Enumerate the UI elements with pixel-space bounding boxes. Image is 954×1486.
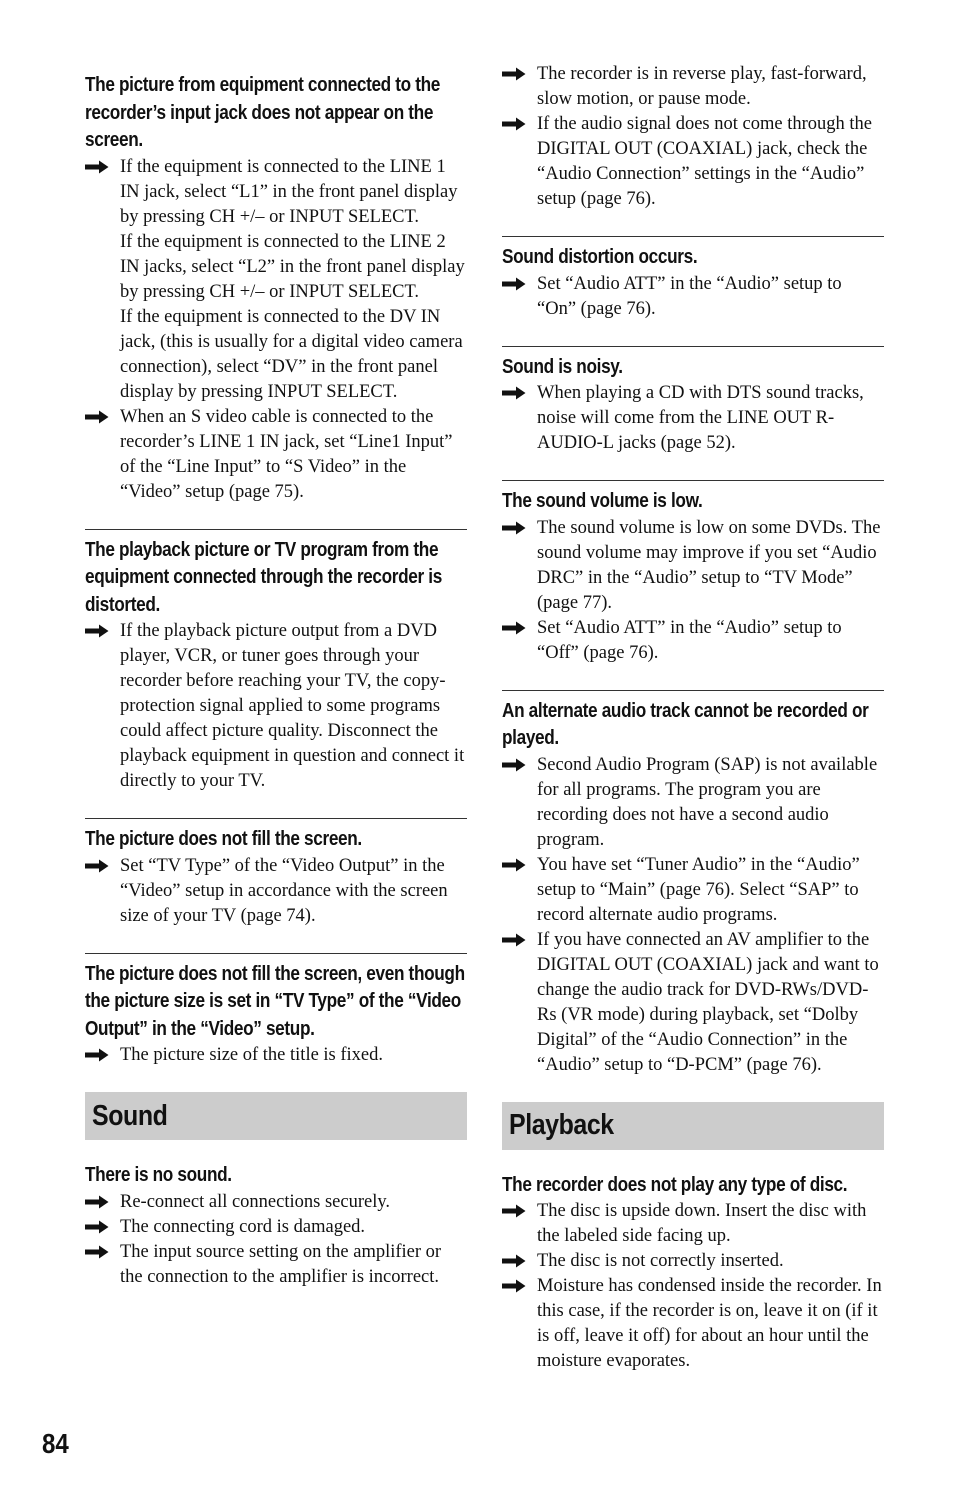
troubleshooting-block	[502, 1172, 884, 1375]
solution-item	[85, 619, 467, 794]
solution-text: The recorder is in reverse play, fast-forward, slow motion, or pause mode.	[537, 64, 867, 109]
solution-item	[502, 381, 884, 456]
solution-item	[85, 155, 467, 405]
section-title: Playback	[509, 1109, 614, 1141]
solution-text: The input source setting on the amplifier or the connection to the amplifier is incorrect.	[120, 1241, 442, 1287]
troubleshooting-block	[502, 236, 884, 322]
problem-heading: The playback picture or TV program from the equipment connected through the recorder is distorted.	[85, 538, 442, 616]
solution-text: Set “TV Type” of the “Video Output” in the “Video” setup in accordance with the screen size of your TV (page 74).	[120, 855, 448, 926]
solution-text: Set “Audio ATT” in the “Audio” setup to “On” (page 76).	[537, 273, 842, 319]
solution-text: If the playback picture output from a DVD player, VCR, or tuner goes through your recorder before reaching your TV, the copy-protection signal applied to some programs could affect picture quality. Disconnect the playback equipment in question and connect it directly to your TV.	[120, 621, 465, 791]
right-arrow-icon	[85, 410, 109, 424]
right-arrow-icon	[502, 1279, 526, 1293]
right-arrow-icon	[502, 521, 526, 535]
problem-heading: Sound distortion occurs.	[502, 246, 698, 268]
section-title: Sound	[92, 1099, 168, 1132]
solution-item	[502, 1274, 884, 1374]
solution-item	[85, 1043, 467, 1068]
solution-item	[502, 853, 884, 928]
solution-item	[85, 1240, 467, 1290]
problem-heading: The picture does not fill the screen.	[85, 828, 362, 850]
solution-item	[502, 62, 884, 112]
solution-item	[85, 854, 467, 929]
section-header	[85, 1092, 467, 1140]
right-arrow-icon	[502, 621, 526, 635]
solution-text: The disc is upside down. Insert the disc with the labeled side facing up.	[537, 1201, 867, 1246]
solution-text: If you have connected an AV amplifier to the DIGITAL OUT (COAXIAL) jack and want to change the audio track for DVD-RWs/DVD-Rs (VR mode) during playback, set “Dolby Digital” of the “Audio Connection” in the “Audio” setup to “D-PCM” (page 76).	[537, 929, 879, 1075]
solution-item	[502, 272, 884, 322]
problem-heading: The sound volume is low.	[502, 490, 703, 512]
solution-text: If the equipment is connected to the LINE 1 IN jack, select “L1” in the front panel display by pressing CH +/– or INPUT SELECT.	[120, 156, 458, 227]
solution-text: If the equipment is connected to the DV IN jack, (this is usually for a digital video camera connection), select “DV” in the front panel display by pressing INPUT SELECT.	[120, 306, 463, 402]
solution-text: The sound volume is low on some DVDs. The sound volume may improve if you set “Audio DRC” in the “Audio” setup to “TV Mode” (page 77).	[537, 517, 881, 613]
solution-text: The disc is not correctly inserted.	[537, 1251, 784, 1271]
right-column	[502, 62, 884, 1398]
solution-text: When playing a CD with DTS sound tracks, noise will come from the LINE OUT R-AUDIO-L jacks (page 52).	[537, 383, 864, 453]
solution-item	[502, 616, 884, 666]
troubleshooting-block	[502, 346, 884, 457]
problem-heading: The picture from equipment connected to the recorder’s input jack does not appear on the screen.	[85, 74, 441, 151]
section-header	[502, 1102, 884, 1150]
troubleshooting-block	[85, 1162, 467, 1290]
right-arrow-icon	[502, 117, 526, 131]
right-arrow-icon	[502, 67, 526, 81]
troubleshooting-block	[502, 690, 884, 1078]
solution-text: Re-connect all connections securely.	[120, 1191, 391, 1212]
right-arrow-icon	[85, 859, 109, 873]
solution-item	[85, 1215, 467, 1240]
solution-text: Moisture has condensed inside the recorder. In this case, if the recorder is on, leave it on (if it is off, leave it off) for about an hour until the moisture evaporates.	[537, 1276, 882, 1371]
right-arrow-icon	[502, 933, 526, 947]
right-arrow-icon	[85, 1245, 109, 1259]
solution-item	[502, 1199, 884, 1249]
right-arrow-icon	[85, 1220, 109, 1234]
problem-heading: An alternate audio track cannot be recorded or played.	[502, 699, 869, 749]
solution-item	[85, 1190, 467, 1215]
problem-heading: The picture does not fill the screen, even though the picture size is set in “TV Type” of the “Video Output” in the “Video” setup.	[85, 962, 465, 1040]
solution-text: When an S video cable is connected to the recorder’s LINE 1 IN jack, set “Line1 Input” of the “Line Input” to “S Video” in the “Video” setup (page 75).	[120, 406, 453, 502]
troubleshooting-block	[502, 480, 884, 666]
solution-text: You have set “Tuner Audio” in the “Audio” setup to “Main” (page 76). Select “SAP” to record alternate audio programs.	[537, 854, 860, 925]
right-arrow-icon	[502, 1254, 526, 1268]
solution-text: If the equipment is connected to the LINE 2 IN jacks, select “L2” in the front panel display by pressing CH +/– or INPUT SELECT.	[120, 231, 465, 302]
solution-text: If the audio signal does not come through the DIGITAL OUT (COAXIAL) jack, check the “Audio Connection” settings in the “Audio” setup (page 76).	[537, 114, 872, 209]
right-arrow-icon	[85, 1048, 109, 1062]
troubleshooting-block	[85, 818, 467, 929]
solution-text: The picture size of the title is fixed.	[120, 1045, 384, 1065]
page-number: 84	[42, 1428, 69, 1459]
right-arrow-icon	[85, 624, 109, 638]
solution-text: The connecting cord is damaged.	[120, 1216, 366, 1237]
solution-item	[502, 516, 884, 616]
solution-text: Second Audio Program (SAP) is not available for all programs. The program you are recording does not have a second audio program.	[537, 754, 878, 850]
left-column	[85, 62, 467, 1314]
troubleshooting-block	[502, 62, 884, 212]
troubleshooting-block	[85, 953, 467, 1069]
troubleshooting-block	[85, 529, 467, 795]
right-arrow-icon	[502, 386, 526, 400]
right-arrow-icon	[502, 277, 526, 291]
right-arrow-icon	[85, 160, 109, 174]
problem-heading: There is no sound.	[85, 1164, 232, 1186]
solution-item	[502, 753, 884, 853]
solution-item	[502, 112, 884, 212]
right-arrow-icon	[502, 758, 526, 772]
solution-item	[502, 928, 884, 1078]
right-arrow-icon	[85, 1195, 109, 1209]
problem-heading: The recorder does not play any type of disc.	[502, 1173, 848, 1196]
troubleshooting-block	[85, 62, 467, 505]
solution-item	[502, 1249, 884, 1274]
solution-item	[85, 405, 467, 505]
right-arrow-icon	[502, 858, 526, 872]
solution-text: Set “Audio ATT” in the “Audio” setup to “Off” (page 76).	[537, 617, 842, 663]
problem-heading: Sound is noisy.	[502, 355, 623, 378]
right-arrow-icon	[502, 1204, 526, 1218]
